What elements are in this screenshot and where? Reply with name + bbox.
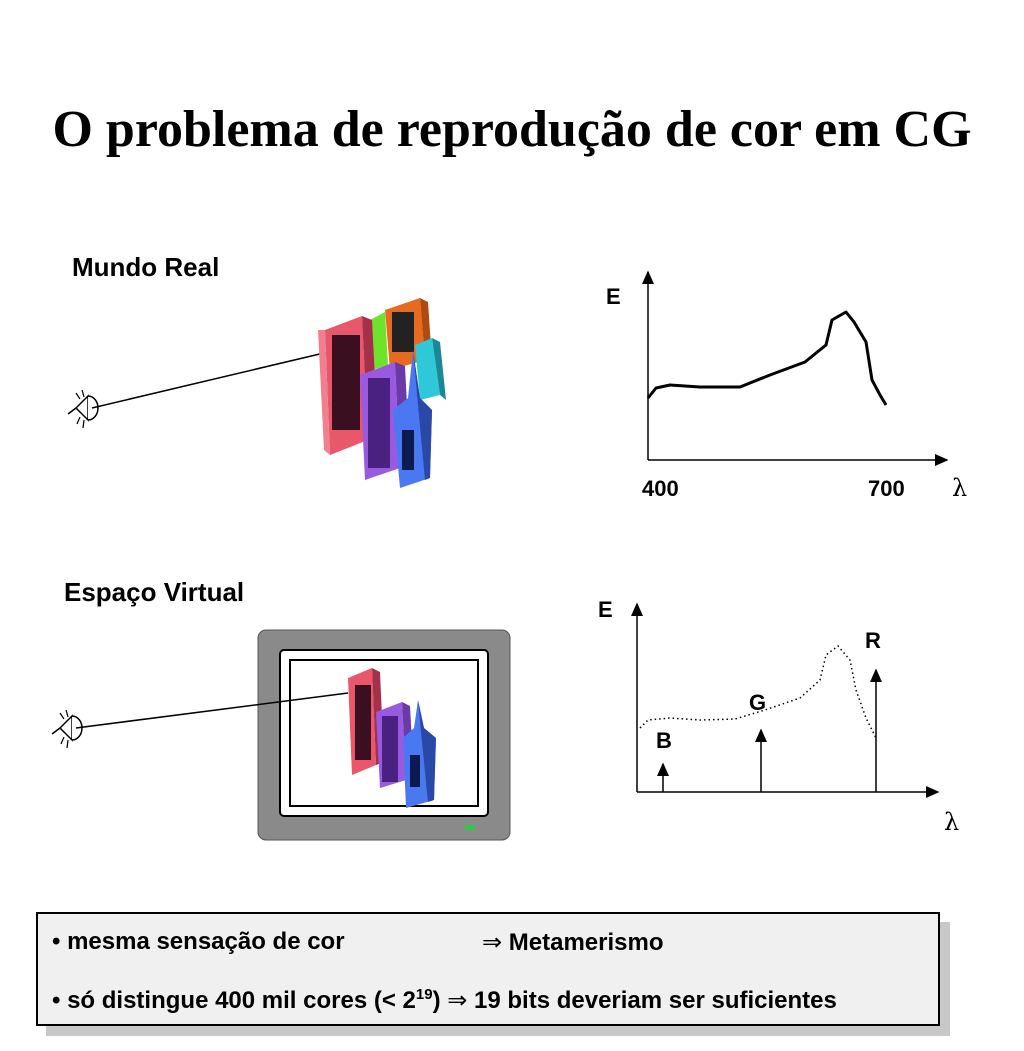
note2-text: • só distingue 400 mil cores (< 2 (52, 987, 416, 1014)
note-line-2 (52, 986, 837, 1015)
note2-exponent: 19 (415, 986, 433, 1003)
virtual-space-label: Espaço Virtual (64, 577, 245, 607)
graph2-x-label: λ (944, 808, 960, 836)
real-world-label: Mundo Real (72, 252, 220, 282)
graph1-tick-700: 700 (868, 476, 905, 501)
implies-arrow-icon: ⇒ (482, 928, 503, 956)
graph2-label-g: G (749, 690, 767, 715)
graph2-label-b: B (656, 728, 672, 753)
monitor-icon (258, 630, 510, 840)
implies-arrow-icon: ⇒ (447, 986, 468, 1014)
graph1-x-label: λ (952, 474, 968, 502)
sight-line-real (92, 348, 345, 408)
eye-icon-virtual (52, 710, 82, 748)
spectrum-graph-real (648, 272, 947, 460)
note1-text: • mesma sensação de cor (52, 928, 345, 955)
note2-result-text: 19 bits deveriam ser suficientes (474, 987, 837, 1014)
graph2-label-r: R (865, 628, 881, 653)
graph1-y-label: E (606, 284, 621, 309)
note1-result-text: Metamerismo (508, 929, 664, 956)
notes-box (36, 912, 940, 1026)
graph1-tick-400: 400 (642, 476, 679, 501)
buildings-icon (318, 298, 446, 488)
spectrum-graph-virtual (637, 604, 938, 792)
graph2-y-label: E (598, 597, 613, 622)
note1-result (482, 928, 664, 957)
note-line-1 (52, 928, 345, 956)
note2-close: ) (432, 987, 441, 1014)
eye-icon-real (68, 390, 98, 428)
slide-title: O problema de reprodução de cor em CG (52, 101, 972, 158)
